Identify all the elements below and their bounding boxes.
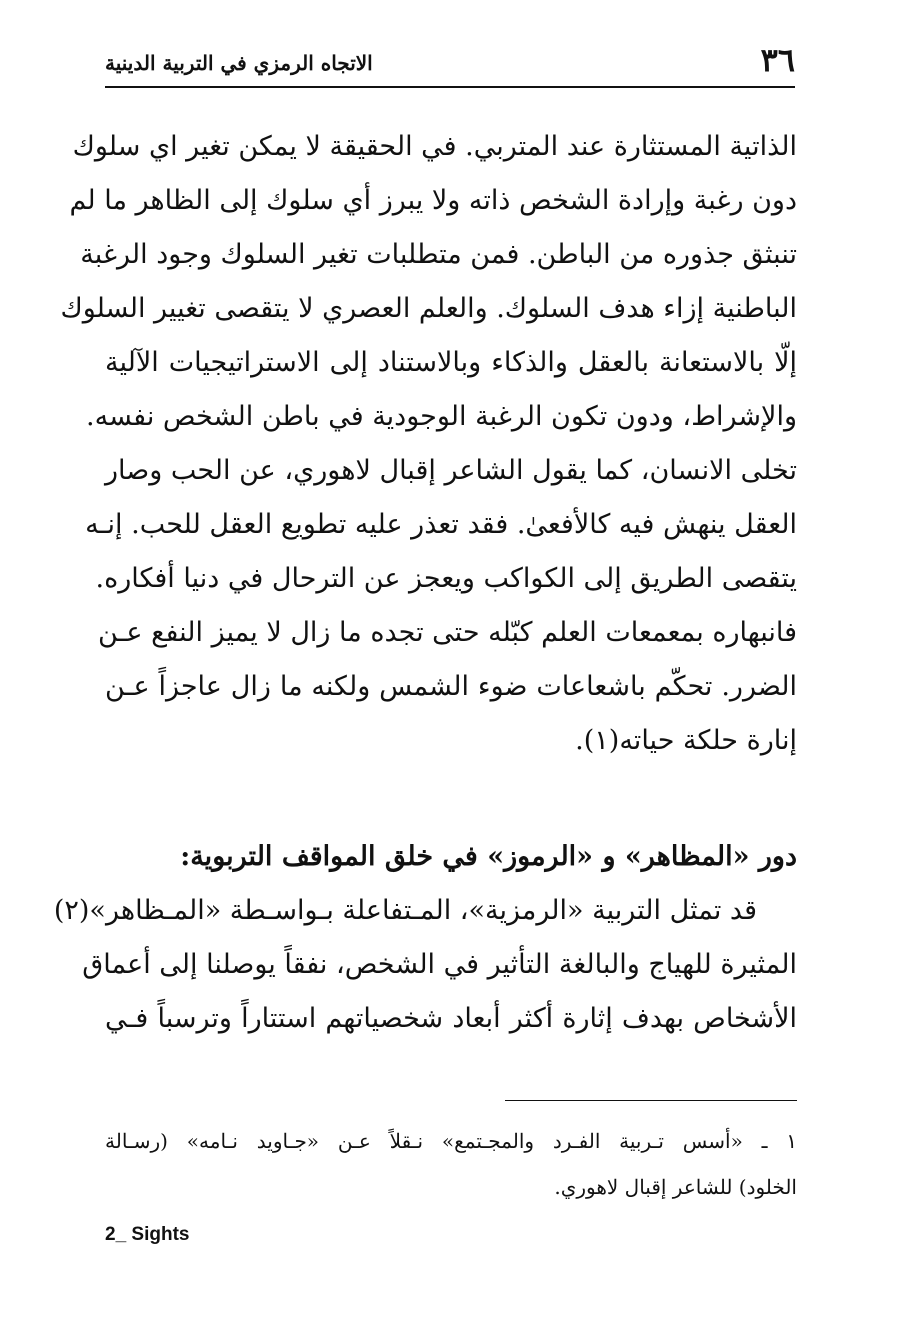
section-heading: دور «المظاهر» و «الرموز» في خلق المواقف التربوية: xyxy=(180,841,797,872)
running-title: الاتجاه الرمزي في التربية الدينية xyxy=(105,51,373,75)
body-line: تنبثق جذوره من الباطن. فمن متطلبات تغير السلوك وجود الرغبة xyxy=(80,239,797,270)
printer-signature-mark: 2_ Sights xyxy=(105,1224,190,1245)
footnotes xyxy=(105,1118,797,1210)
body-line: يتقصى الطريق إلى الكواكب ويعجز عن الترحال في دنيا أفكاره. xyxy=(95,563,797,594)
section-line: المثيرة للهياج والبالغة التأثير في الشخص، نفقاً يوصلنا إلى أعماق xyxy=(82,949,797,980)
section-line: الأشخاص بهدف إثارة أكثر أبعاد شخصياتهم استتاراً وترسباً فـي xyxy=(105,1003,797,1034)
body-line: إلّا بالاستعانة بالعقل والذكاء وبالاستناد إلى الاستراتيجيات الآلية xyxy=(105,347,797,378)
body-text xyxy=(60,120,797,768)
section-line: قد تمثل التربية «الرمزية»، المـتفاعلة بـواسـطة «المـظاهر»(٢) xyxy=(53,895,757,926)
footnote-divider xyxy=(505,1100,797,1101)
body-line: العقل ينهش فيه كالأفعىٰ. فقد تعذر عليه تطويع العقل للحب. إنـه xyxy=(85,509,797,540)
body-line: دون رغبة وإرادة الشخص ذاته ولا يبرز أي سلوك إلى الظاهر ما لم xyxy=(69,185,797,216)
footnote-line: ١ ـ «أسس تـربية الفـرد والمجـتمع» نـقلاً عـن «جـاويد نـامه» (رسـالة xyxy=(105,1129,797,1153)
body-line: إنارة حلكة حياته(١). xyxy=(575,725,797,756)
footnote-line: الخلود) للشاعر إقبال لاهوري. xyxy=(554,1175,797,1199)
body-line: الباطنية إزاء هدف السلوك. والعلم العصري لا يتقصى تغيير السلوك xyxy=(60,293,797,324)
section-text xyxy=(53,884,797,1046)
page-header xyxy=(105,38,795,88)
body-line: الذاتية المستثارة عند المتربي. في الحقيقة لا يمكن تغير اي سلوك xyxy=(72,131,797,162)
body-line: والإشراط، ودون تكون الرغبة الوجودية في باطن الشخص نفسه. xyxy=(86,401,797,432)
page-number: ٣٦ xyxy=(760,41,795,79)
body-line: تخلى الانسان، كما يقول الشاعر إقبال لاهوري، عن الحب وصار xyxy=(105,455,797,486)
body-line: فانبهاره بمعمعات العلم كبّله حتى تجده ما زال لا يميز النفع عـن xyxy=(97,617,797,648)
body-line: الضرر. تحكّم باشعاعات ضوء الشمس ولكنه ما زال عاجزاً عـن xyxy=(105,671,797,702)
